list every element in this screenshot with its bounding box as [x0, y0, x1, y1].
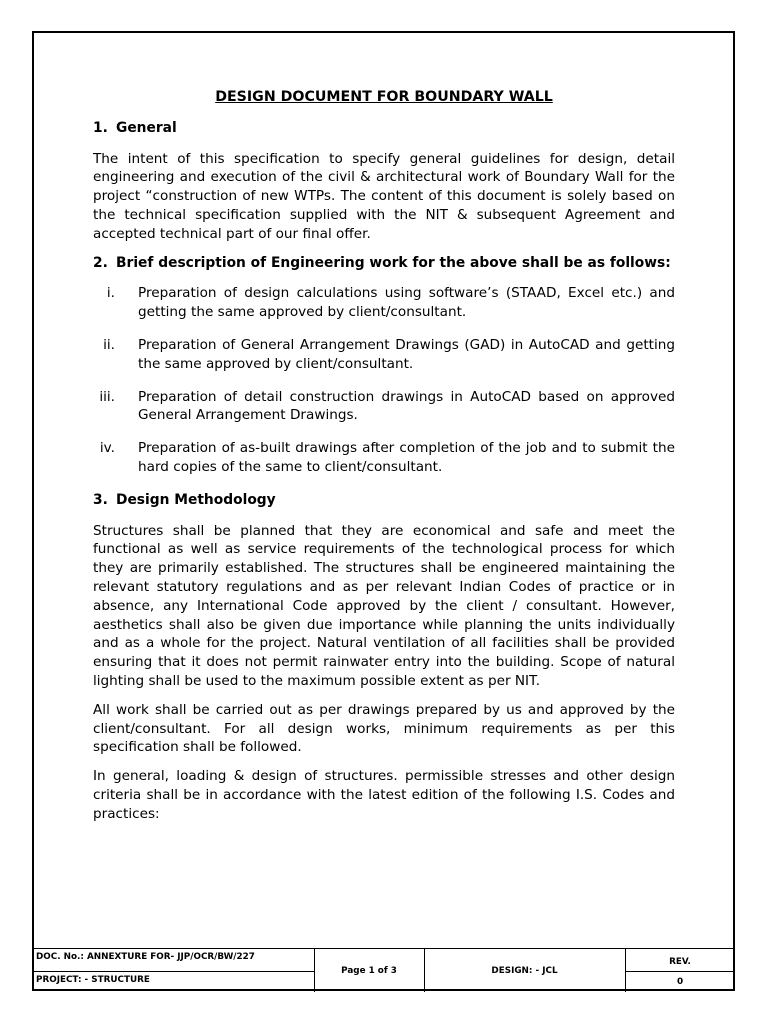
section-number: 2.	[93, 254, 108, 271]
paragraph: The intent of this specification to specify general guidelines for design, detail engineering and execution of the civil & architectural work of Boundary Wall for the project “construction of new WTPs. The content of this document is solely based on the technical specification supplied with the NIT & subsequent Agreement and accepted technical part of our final offer.	[93, 150, 675, 242]
list-marker: i.	[106, 285, 115, 302]
section-title: General	[116, 119, 177, 136]
section-heading-general	[93, 119, 675, 138]
paragraph: All work shall be carried out as per drawings prepared by us and approved by the client/consultant. For all design works, minimum requirements as per this specification shall be followed.	[93, 701, 675, 756]
list-item	[93, 388, 675, 426]
doc-number: DOC. No.: ANNEXTURE FOR- JJP/OCR/BW/227	[36, 952, 255, 962]
list-marker: iv.	[99, 440, 115, 457]
section-heading-engineering-work	[93, 254, 675, 273]
revision-value: 0	[676, 977, 684, 987]
list-marker: iii.	[99, 388, 115, 405]
paragraph: Structures shall be planned that they are economical and safe and meet the functional as well as service requirements of the technological process for which they are primarily established. The structures shall be engineered maintaining the relevant statutory regulations and as per relevant Indian Codes of practice or in absence, any International Code approved by the client / consultant. However, aesthetics shall also be given due importance while planning the units individually and as a whole for the project. Natural ventilation of all facilities shall be provided ensuring that it does not permit rainwater entry into the building. Scope of natural lighting shall be used to the maximum possible extent as per NIT.	[93, 522, 675, 689]
page-number: Page 1 of 3	[341, 966, 397, 976]
paragraph: In general, loading & design of structures. permissible stresses and other design criteria shall be in accordance with the latest edition of the following I.S. Codes and practices:	[93, 768, 675, 822]
section-title: Design Methodology	[116, 491, 276, 508]
design-label: DESIGN: - JCL	[491, 966, 558, 976]
footer-divider	[625, 971, 735, 972]
engineering-work-list	[93, 284, 675, 476]
list-item-text: Preparation of as-built drawings after completion of the job and to submit the hard copies of the same to client/consultant.	[138, 440, 675, 475]
list-marker: ii.	[103, 336, 115, 353]
section-title: Brief description of Engineering work for the above shall be as follows:	[116, 254, 671, 271]
section-number: 3.	[93, 491, 108, 508]
document-body	[93, 88, 675, 834]
list-item	[93, 439, 675, 477]
section-number: 1.	[93, 119, 108, 136]
list-item-text: Preparation of General Arrangement Drawings (GAD) in AutoCAD and getting the same approved by client/consultant.	[138, 336, 675, 372]
list-item-text: Preparation of detail construction drawings in AutoCAD based on approved General Arrangement Drawings.	[138, 388, 675, 424]
document-title: DESIGN DOCUMENT FOR BOUNDARY WALL	[215, 89, 553, 105]
footer-divider	[32, 971, 314, 972]
list-item	[93, 336, 675, 374]
list-item	[93, 284, 675, 322]
list-item-text: Preparation of design calculations using software’s (STAAD, Excel etc.) and getting the same approved by client/consultant.	[138, 285, 675, 321]
section-heading-design-methodology	[93, 491, 675, 510]
revision-label: REV.	[669, 957, 691, 967]
document-footer	[32, 948, 735, 991]
project-label: PROJECT: - STRUCTURE	[36, 975, 150, 985]
